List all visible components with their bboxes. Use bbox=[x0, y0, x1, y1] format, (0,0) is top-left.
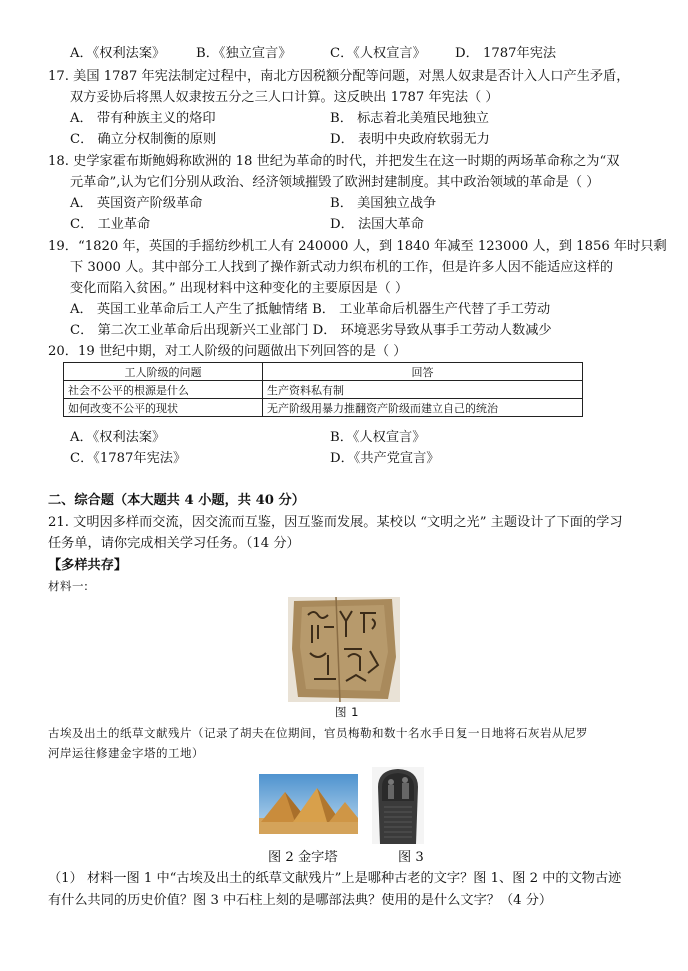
q17-option-c: C． 确立分权制衡的原则 bbox=[70, 132, 217, 147]
q19-stem-line3: 变化而陷入贫困。” 出现材料中这种变化的主要原因是（ ） bbox=[70, 281, 409, 296]
q18-option-c: C． 工业革命 bbox=[70, 217, 151, 232]
q17-stem-line2: 双方妥协后将黑人奴隶按五分之三人口计算。这反映出 1787 年宪法（ ） bbox=[70, 90, 499, 105]
fig2-caption: 图 2 金字塔 bbox=[268, 850, 338, 865]
sub-heading: 【多样共存】 bbox=[48, 558, 128, 573]
option-a: A．《权利法案》 bbox=[70, 46, 166, 61]
q17-option-d: D． 表明中央政府软弱无力 bbox=[330, 132, 490, 147]
papyrus-fragment-image bbox=[288, 597, 400, 702]
fig1-description-line2: 河岸运往修建金字塔的工地） bbox=[48, 746, 204, 760]
q18-option-b: B． 美国独立战争 bbox=[330, 196, 437, 211]
q20-option-b: B．《人权宣言》 bbox=[330, 430, 426, 445]
q20-table-header-answer: 回答 bbox=[263, 363, 583, 381]
q19-stem-line1: 19．“1820 年，英国的手摇纺纱机工人有 240000 人，到 1840 年减至 123000 人，到 1856 年时只剩 bbox=[48, 239, 667, 254]
hammurabi-stele-image bbox=[372, 767, 424, 844]
q21-stem-line2: 任务单，请你完成相关学习任务。（14 分） bbox=[48, 536, 300, 551]
q20-table-header-question: 工人阶级的问题 bbox=[64, 363, 263, 381]
q20-stem: 20．19 世纪中期，对工人阶级的问题做出下列回答的是（ ） bbox=[48, 344, 407, 359]
option-d: D． 1787年宪法 bbox=[455, 46, 557, 61]
table-cell: 如何改变不公平的现状 bbox=[64, 399, 263, 417]
q21-1-line2: 有什么共同的历史价值？图 3 中石柱上刻的是哪部法典？使用的是什么文字？（4 分） bbox=[48, 893, 553, 908]
q17-option-b: B． 标志着北美殖民地独立 bbox=[330, 111, 489, 126]
q17-option-a: A． 带有种族主义的烙印 bbox=[70, 111, 216, 126]
table-row bbox=[64, 399, 583, 417]
table-cell: 社会不公平的根源是什么 bbox=[64, 381, 263, 399]
fig1-caption: 图 1 bbox=[335, 705, 359, 719]
option-c: C．《人权宣言》 bbox=[330, 46, 426, 61]
q17-stem-line1: 17. 美国 1787 年宪法制定过程中，南北方因税额分配等问题，对黑人奴隶是否计入人口产生矛盾， bbox=[48, 69, 630, 84]
q19-options-cd: C． 第二次工业革命后出现新兴工业部门 D． 环境恶劣导致从事手工劳动人数减少 bbox=[70, 323, 552, 338]
q20-option-c: C．《1787年宪法》 bbox=[70, 451, 187, 466]
table-cell: 生产资料私有制 bbox=[263, 381, 583, 399]
q21-stem-line1: 21. 文明因多样而交流，因交流而互鉴，因互鉴而发展。某校以 “文明之光” 主题设计了下面的学习 bbox=[48, 515, 623, 530]
q18-stem-line1: 18. 史学家霍布斯鲍姆称欧洲的 18 世纪为革命的时代，并把发生在这一时期的两场革命称之为“双 bbox=[48, 154, 620, 169]
fig3-caption: 图 3 bbox=[398, 850, 424, 865]
q18-option-d: D． 法国大革命 bbox=[330, 217, 424, 232]
q20-option-a: A．《权利法案》 bbox=[70, 430, 166, 445]
q18-stem-line2: 元革命”,认为它们分别从政治、经济领域摧毁了欧洲封建制度。其中政治领域的革命是（ ） bbox=[70, 175, 600, 190]
q19-stem-line2: 下 3000 人。其中部分工人找到了操作新式动力织布机的工作，但是许多人因不能适应这样的 bbox=[70, 260, 614, 275]
table-cell: 无产阶级用暴力推翻资产阶级而建立自己的统治 bbox=[263, 399, 583, 417]
option-b: B．《独立宣言》 bbox=[196, 46, 292, 61]
pyramids-image bbox=[259, 774, 358, 834]
q21-1-line1: （1） 材料一图 1 中“古埃及出土的纸草文献残片”上是哪种古老的文字？图 1、图 2 中的文物古迹 bbox=[48, 871, 622, 886]
q20-option-d: D．《共产党宣言》 bbox=[330, 451, 440, 466]
table-row bbox=[64, 381, 583, 399]
section-title: 二、综合题（本大题共 4 小题，共 40 分） bbox=[48, 493, 305, 508]
fig1-description-line1: 古埃及出土的纸草文献残片（记录了胡夫在位期间，官员梅勒和数十名水手日复一日地将石灰岩从尼罗 bbox=[48, 726, 588, 740]
q20-table bbox=[63, 362, 583, 417]
q19-options-ab: A． 英国工业革命后工人产生了抵触情绪 B． 工业革命后机器生产代替了手工劳动 bbox=[70, 302, 551, 317]
q18-option-a: A． 英国资产阶级革命 bbox=[70, 196, 203, 211]
material-label: 材料一: bbox=[48, 579, 89, 593]
